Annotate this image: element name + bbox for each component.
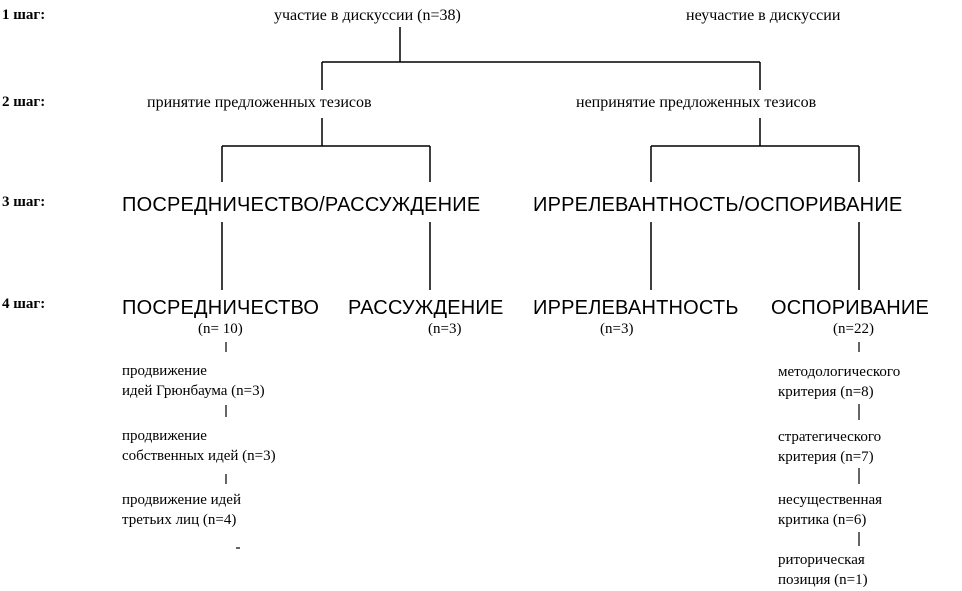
subtype-line: критика (n=6) [778,512,867,529]
node-mediation: ПОСРЕДНИЧЕСТВО [122,297,320,319]
node-reasoning: РАССУЖДЕНИЕ [348,297,504,319]
step-label: 3 шаг: [2,194,46,210]
node-non-participation: неучастие в дискуссии [686,7,841,24]
subtype-line: собственных идей (n=3) [122,448,276,465]
subtype-line: риторическая [778,552,865,568]
mediation-subtype [122,426,276,467]
node-mediation-reasoning: ПОСРЕДНИЧЕСТВО/РАССУЖДЕНИЕ [122,194,481,216]
subtype-line: методологического [778,364,901,380]
dispute-subtype [778,490,882,531]
count-mediation: (n= 10) [198,321,243,337]
node-non-acceptance: непринятие предложенных тезисов [576,94,817,111]
subtype-line: третьих лиц (n=4) [122,512,237,529]
count-reasoning: (n=3) [428,321,462,337]
mediation-subtype [122,490,241,531]
node-irrelevance: ИРРЕЛЕВАНТНОСТЬ [533,297,739,319]
count-dispute: (n=22) [833,321,874,337]
dispute-subtype [778,427,881,468]
subtype-line: стратегического [778,429,882,445]
node-participation: участие в дискуссии (n=38) [274,7,461,24]
subtype-line: критерия (n=8) [778,384,874,401]
subtype-line: идей Грюнбаума (n=3) [122,383,265,400]
node-acceptance: принятие предложенных тезисов [147,94,372,111]
subtype-line: позиция (n=1) [778,572,868,589]
node-dispute: ОСПОРИВАНИЕ [771,297,930,319]
count-irrelevance: (n=3) [600,321,634,337]
step-label: 4 шаг: [2,296,46,312]
subtype-line: продвижение [122,428,207,444]
step-label: 1 шаг: [2,7,46,23]
dispute-subtype [778,362,900,403]
dispute-subtype [778,550,868,591]
mediation-subtype [122,361,265,402]
step-label: 2 шаг: [2,94,46,110]
subtype-line: продвижение [122,363,207,379]
node-irrelevance-dispute: ИРРЕЛЕВАНТНОСТЬ/ОСПОРИВАНИЕ [533,194,903,216]
subtype-line: несущественная [778,492,883,508]
subtype-line: критерия (n=7) [778,449,874,466]
subtype-line: продвижение идей [122,492,241,508]
